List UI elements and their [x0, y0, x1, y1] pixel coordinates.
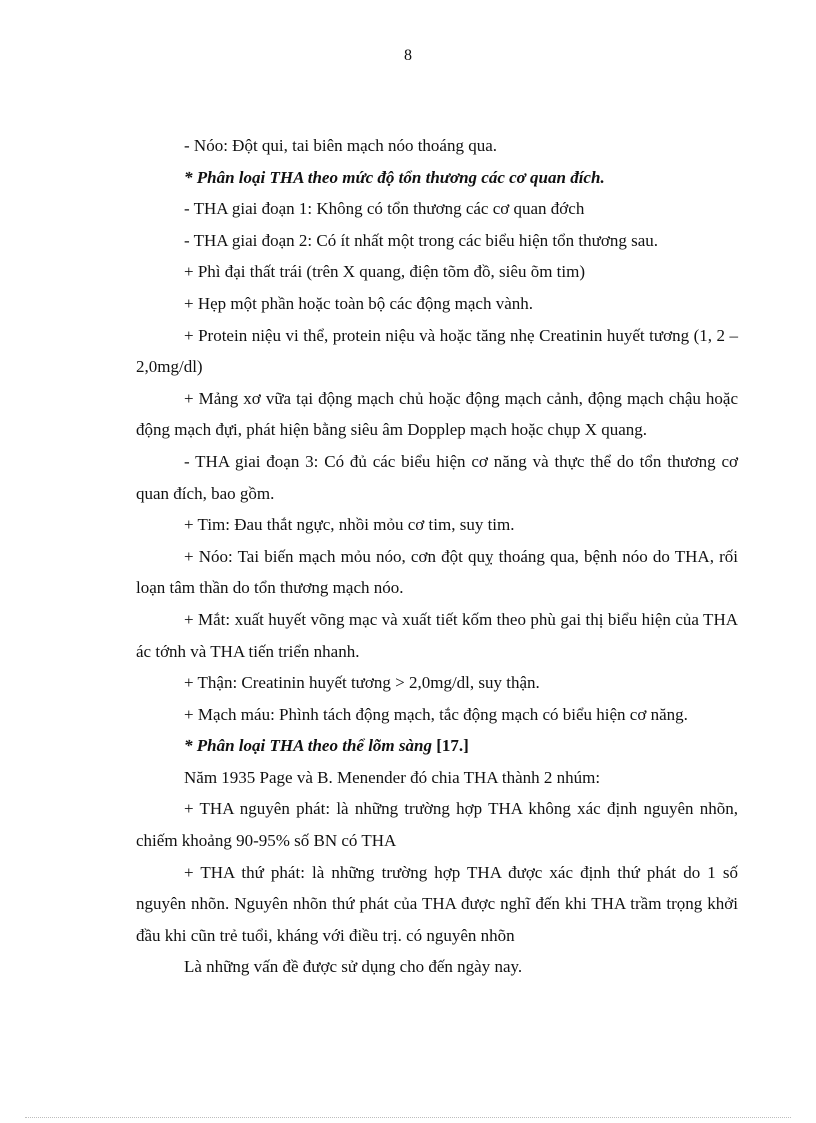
- list-item-heart: + Tim: Đau thắt ngực, nhồi mỏu cơ tim, suy tim.: [184, 515, 515, 535]
- paragraph-stage-3: - THA giai đoạn 3: Có đủ các biểu hiện cơ năng và thực thể do tổn thương cơ quan đích, bao gồm.: [136, 451, 738, 503]
- page-bottom-divider: [25, 1117, 791, 1118]
- document-body: [136, 130, 738, 983]
- list-item-lvh: + Phì đại thất trái (trên X quang, điện tõm đồ, siêu õm tim): [184, 262, 585, 282]
- list-item-secondary: + THA thứ phát: là những trường hợp THA được xác định thứ phát do 1 số nguyên nhõn. Nguyên nhõn thứ phát của THA được nghĩ đến khi THA trầm trọng khởi đầu khi cũn trẻ tuổi, kháng với điều trị. có nguyên nhõn: [136, 862, 738, 945]
- list-item-vessels: + Mạch máu: Phình tách động mạch, tắc động mạch có biểu hiện cơ năng.: [184, 704, 688, 724]
- list-item-coronary: + Hẹp một phần hoặc toàn bộ các động mạch vành.: [184, 293, 534, 313]
- paragraph-conclusion: Là những vấn đề được sử dụng cho đến ngày nay.: [184, 957, 523, 977]
- heading-organ-damage-period: .: [600, 167, 605, 187]
- heading-clinical-classification: [136, 730, 738, 762]
- list-item-brain: + Nóo: Tai biến mạch mỏu nóo, cơn đột quỵ thoáng qua, bệnh nóo do THA, rối loạn tâm thần do tổn thương mạch nóo.: [136, 546, 738, 598]
- list-item-kidney: + Thận: Creatinin huyết tương > 2,0mg/dl, suy thận.: [184, 673, 540, 693]
- list-item-eye: + Mắt: xuất huyết võng mạc và xuất tiết kốm theo phù gai thị biểu hiện của THA ác tớnh và THA tiến triển nhanh.: [136, 609, 738, 661]
- heading-organ-damage-text: * Phân loại THA theo mức độ tổn thương các cơ quan đích: [184, 167, 601, 187]
- heading-organ-damage-classification: [136, 162, 738, 194]
- page-number: 8: [404, 47, 412, 64]
- list-item-plaque: + Mảng xơ vữa tại động mạch chủ hoặc động mạch cảnh, động mạch chậu hoặc động mạch đựi, phát hiện bằng siêu âm Dopplep mạch hoặc chụp X quang.: [136, 388, 738, 440]
- list-item-primary: + THA nguyên phát: là những trường hợp THA không xác định nguyên nhõn, chiếm khoảng 90-95% số BN có THA: [136, 799, 738, 851]
- list-item-protein: + Protein niệu vi thể, protein niệu và hoặc tăng nhẹ Creatinin huyết tương (1, 2 – 2,0mg/dl): [136, 325, 738, 377]
- paragraph-stage-1: - THA giai đoạn 1: Không có tổn thương các cơ quan đớch: [184, 199, 585, 219]
- paragraph-page-menender: Năm 1935 Page và B. Menender đó chia THA thành 2 nhúm:: [184, 767, 601, 787]
- heading-clinical-text: * Phân loại THA theo thể lõm sàng: [184, 736, 432, 756]
- heading-clinical-reference: [17.]: [431, 736, 469, 756]
- paragraph-brain: - Nóo: Đột qui, tai biên mạch nóo thoáng qua.: [184, 136, 498, 155]
- paragraph-stage-2: - THA giai đoạn 2: Có ít nhất một trong các biểu hiện tổn thương sau.: [184, 230, 658, 250]
